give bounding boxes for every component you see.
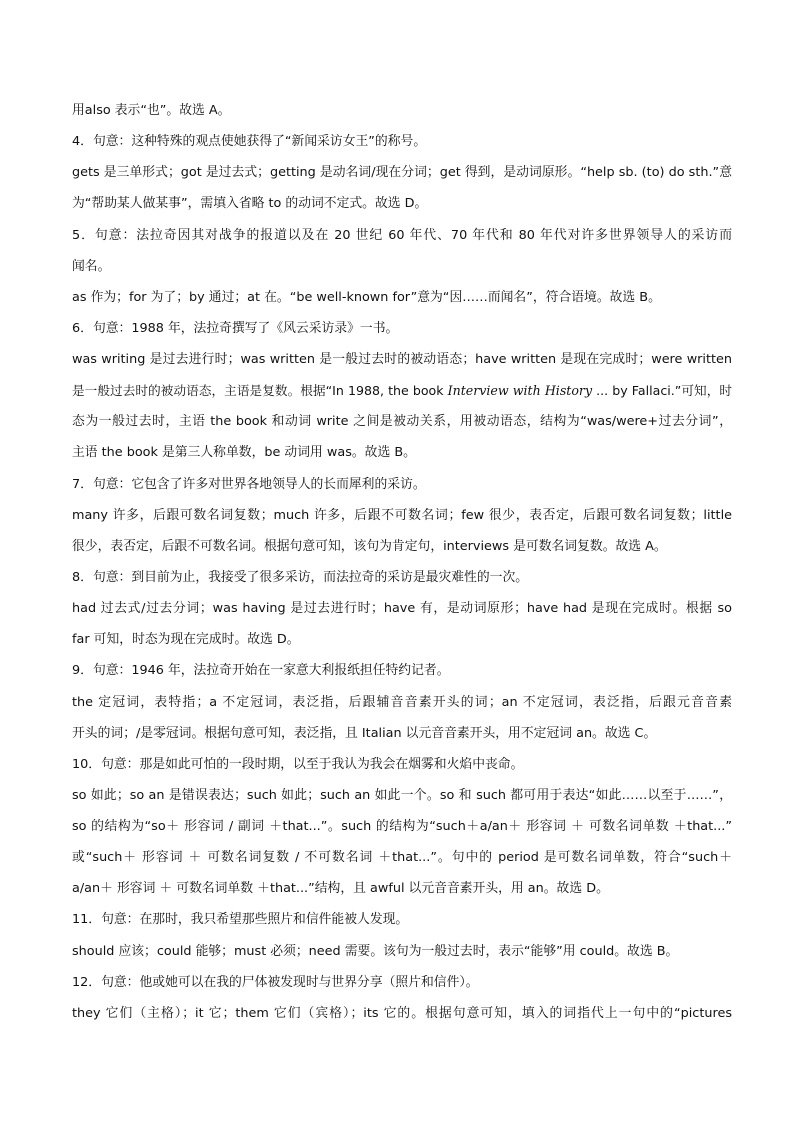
text-line: 5．句意：法拉奇因其对战争的报道以及在 20 世纪 60 年代、70 年代和 80 年代对许多世界领导人的采访而 [72, 228, 732, 243]
text-line: 或“such＋ 形容词 ＋ 可数名词复数 / 不可数名词 ＋that...”。句中的 period 是可数名词单数，符合“such＋ [72, 850, 732, 865]
text-line: the 定冠词，表特指；a 不定冠词，表泛指，后跟辅音音素开头的词；an 不定冠词，表泛指，后跟元音音素 [72, 695, 732, 710]
text-line: 10．句意：那是如此可怕的一段时期，以至于我认为我会在烟雾和火焰中丧命。 [72, 757, 524, 772]
text-line: 4．句意：这种特殊的观点使她获得了“新闻采访女王”的称号。 [72, 134, 427, 149]
text-line: so 如此；so an 是错误表达；such 如此；such an 如此一个。so 和 such 都可用于表达“如此……以至于……”， [72, 788, 732, 803]
text-line: as 作为；for 为了；by 通过；at 在。“be well-known for”意为“因……而闻名”，符合语境。故选 B。 [72, 290, 661, 305]
text-line: so 的结构为“so＋ 形容词 / 副词 ＋that...”。such 的结构为“such＋a/an＋ 形容词 ＋ 可数名词单数 ＋that...” [72, 819, 732, 834]
text-line: they 它们（主格）；it 它；them 它们（宾格）；its 它的。根据句意可知，填入的词指代上一句中的“pictures [72, 1006, 732, 1021]
text-line: 很少，表否定，后跟不可数名词。根据句意可知，该句为肯定句，interviews 是可数名词复数。故选 A。 [72, 539, 667, 554]
text-line: a/an＋ 形容词 ＋ 可数名词单数 ＋that...”结构，且 awful 以元音音素开头，用 an。故选 D。 [72, 881, 609, 896]
book-title-italic: Interview with History [447, 383, 593, 398]
text-line: 11．句意：在那时，我只希望那些照片和信件能被人发现。 [72, 912, 409, 927]
text-line: 12．句意：他或她可以在我的尸体被发现时与世界分享（照片和信件）。 [72, 975, 479, 990]
text-line: 为“帮助某人做某事”，需填入省略 to 的动词不定式。故选 D。 [72, 196, 428, 211]
text-line: 6．句意：1988 年，法拉奇撰写了《风云采访录》一书。 [72, 321, 399, 336]
text-line: should 应该；could 能够；must 必须；need 需要。该句为一般过去时，表示“能够”用 could。故选 B。 [72, 944, 679, 959]
text-line: 主语 the book 是第三人称单数，be 动词用 was。故选 B。 [72, 445, 416, 460]
text-line: 态为一般过去时，主语 the book 和动词 write 之间是被动关系，用被动语态，结构为“was/were+过去分词”， [72, 414, 732, 429]
text-line: 闻名。 [72, 259, 111, 274]
text-line: had 过去式/过去分词；was having 是过去进行时；have 有，是动词原形；have had 是现在完成时。根据 so [72, 601, 732, 616]
text-line: many 许多，后跟可数名词复数；much 许多，后跟不可数名词；few 很少，表否定，后跟可数名词复数；little [72, 508, 732, 523]
text-line: 用also 表示“也”。故选 A。 [72, 103, 231, 118]
text-line: 9．句意：1946 年，法拉奇开始在一家意大利报纸担任特约记者。 [72, 663, 450, 678]
text-line: 7．句意：它包含了许多对世界各地领导人的长而犀利的采访。 [72, 477, 426, 492]
text-line: 8．句意：到目前为止，我接受了很多采访，而法拉奇的采访是最灾难性的一次。 [72, 570, 529, 585]
text-line: gets 是三单形式；got 是过去式；getting 是动名词/现在分词；get 得到，是动词原形。“help sb. (to) do sth.”意 [72, 165, 732, 180]
text-line: far 可知，时态为现在完成时。故选 D。 [72, 632, 300, 647]
text-line: 是一般过去时的被动语态，主语是复数。根据“In 1988, the book Interview with History ... by Fallaci.”可知，时 [72, 383, 733, 398]
text-line: was writing 是过去进行时；was written 是一般过去时的被动语态；have written 是现在完成时；were written [72, 352, 732, 367]
text-line: 开头的词；/是零冠词。根据句意可知，表泛指，且 Italian 以元音音素开头，用不定冠词 an。故选 C。 [72, 726, 657, 741]
